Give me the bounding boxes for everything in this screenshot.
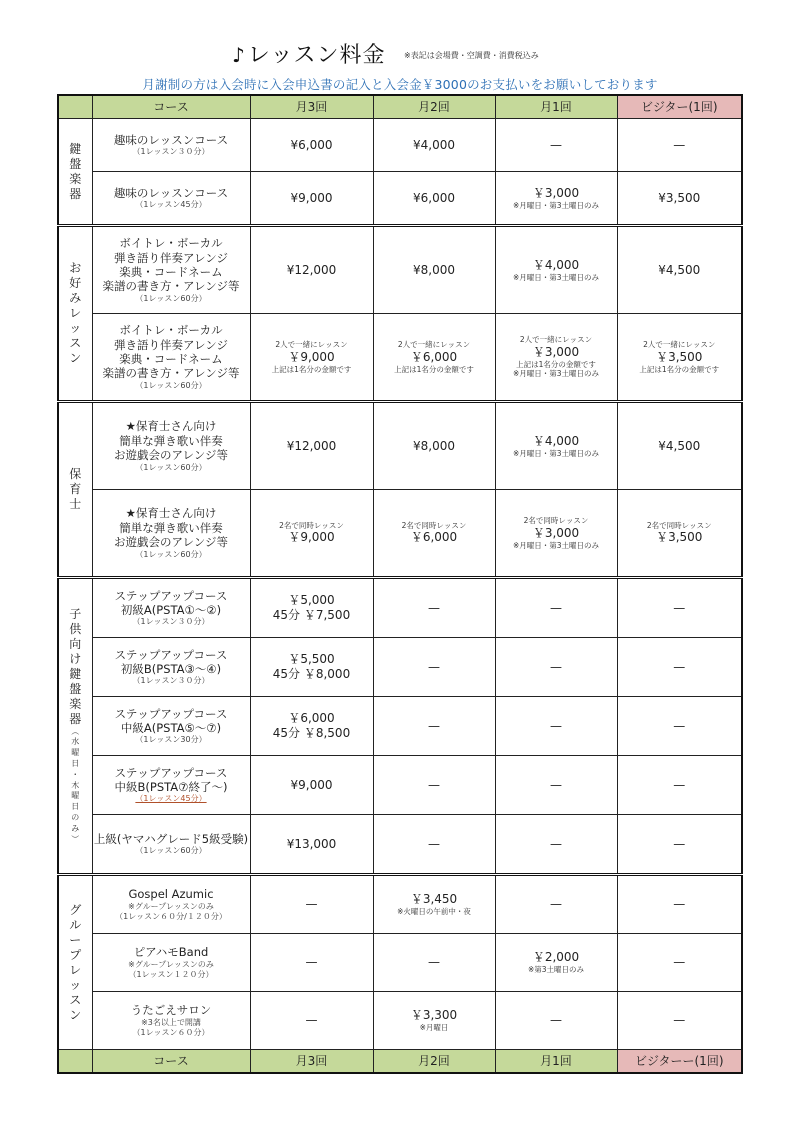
not-available-dash: — xyxy=(550,659,562,674)
footer-m2: 月2回 xyxy=(373,1050,495,1074)
course-duration: （1レッスン45分） xyxy=(135,794,207,804)
price-value: ￥6,000 xyxy=(288,711,335,725)
course-cell xyxy=(92,314,250,402)
table-row xyxy=(58,490,742,578)
price-value: ¥8,000 xyxy=(413,262,455,277)
course-duration: （1レッスン60分） xyxy=(135,380,207,390)
price-cell-m3 xyxy=(250,119,373,172)
price-cell-visitor xyxy=(617,697,742,756)
price-value: ￥6,000 xyxy=(410,530,458,545)
price-value: ￥5,500 xyxy=(288,652,335,666)
price-value: ¥8,000 xyxy=(413,438,455,453)
not-available-dash: — xyxy=(673,137,686,152)
category-char: ン xyxy=(69,351,82,365)
price-cell-m3 xyxy=(250,402,373,490)
course-name: 趣味のレッスンコース xyxy=(113,132,229,147)
price-value: ￥5,000 xyxy=(288,593,335,607)
price-cell-m1 xyxy=(495,756,617,815)
course-name-line: 初級B(PSTA③～④) xyxy=(120,662,222,676)
price-condition: 2人で一緒にレッスン xyxy=(519,335,593,345)
course-name-line: うたごえサロン xyxy=(130,1003,212,1018)
category-char: ー xyxy=(69,932,82,947)
category-char: レ xyxy=(69,962,82,977)
price-cell-m3 xyxy=(250,992,373,1050)
price-value: ￥3,300 xyxy=(410,1008,458,1023)
table-row xyxy=(58,875,742,934)
course-note: ※3名以上で開講 xyxy=(141,1017,201,1027)
price-cell-m2 xyxy=(373,402,495,490)
course-name-line: 中級A(PSTA⑤～⑦) xyxy=(120,721,222,735)
price-condition: 2人で一緒にレッスン xyxy=(643,340,716,350)
category-char: 子 xyxy=(69,606,82,621)
course-name-line: ステップアップコース xyxy=(114,706,228,721)
price-value: ￥3,000 xyxy=(532,344,580,359)
course-cell xyxy=(92,490,250,578)
price-cell-m2 xyxy=(373,226,495,314)
price-cell-m1 xyxy=(495,578,617,638)
price-note: ※月曜日・第3土曜日のみ xyxy=(512,369,600,379)
category-char: け xyxy=(69,651,82,666)
table-row xyxy=(58,172,742,226)
title-area xyxy=(0,38,800,68)
category-char: ン xyxy=(69,1007,82,1022)
price-note: 上記は1名分の金額です xyxy=(394,364,474,374)
course-name-line: 初級A(PSTA①～②) xyxy=(120,603,222,617)
not-available-dash: — xyxy=(673,659,686,674)
category-char: 育 xyxy=(69,482,82,496)
not-available-dash: — xyxy=(673,600,686,615)
course-name-line: 楽典・コードネーム xyxy=(119,265,223,279)
course-name-line: ステップアップコース xyxy=(114,588,228,603)
music-note-icon: ♪ xyxy=(232,43,246,67)
price-cell-m1 xyxy=(495,638,617,697)
category-char: 楽 xyxy=(69,696,82,711)
price-cell-m2 xyxy=(373,815,495,875)
course-name-line: ピアハモBand xyxy=(133,945,209,960)
course-name-line: お遊戯会のアレンジ等 xyxy=(114,448,228,463)
not-available-dash: — xyxy=(428,836,440,851)
table-row xyxy=(58,226,742,314)
course-note: ※グループレッスンのみ xyxy=(128,901,214,911)
price-note: ※月曜日 xyxy=(419,1023,449,1033)
price-cell-m2 xyxy=(373,490,495,578)
category-char: 向 xyxy=(69,636,82,651)
price-value: ￥4,000 xyxy=(532,433,580,448)
header-m3: 月3回 xyxy=(250,95,373,119)
header-m2: 月2回 xyxy=(373,95,495,119)
table-header-row xyxy=(58,95,742,119)
price-cell-m1 xyxy=(495,119,617,172)
price-table xyxy=(57,94,743,1074)
price-cell-m2 xyxy=(373,934,495,992)
footer-course: コース xyxy=(92,1050,250,1074)
course-duration: （1レッスン45分） xyxy=(135,200,207,210)
not-available-dash: — xyxy=(428,718,440,733)
table-row xyxy=(58,314,742,402)
course-name-line: Gospel Azumic xyxy=(128,887,214,902)
course-name-line: 楽譜の書き方・アレンジ等 xyxy=(102,279,240,294)
category-char: 保 xyxy=(69,467,82,481)
price-value: ￥4,000 xyxy=(532,257,580,272)
course-cell xyxy=(92,638,250,697)
category-note-char: 曜 xyxy=(71,748,80,758)
not-available-dash: — xyxy=(673,897,686,911)
course-duration: （1レッスン60分） xyxy=(135,293,207,303)
price-note: ※月曜日・第3土曜日のみ xyxy=(512,272,600,282)
course-cell xyxy=(92,697,250,756)
course-cell xyxy=(92,402,250,490)
not-available-dash: — xyxy=(428,659,440,674)
not-available-dash: — xyxy=(550,718,562,733)
course-cell xyxy=(92,119,250,172)
price-cell-m2 xyxy=(373,697,495,756)
price-cell-m3 xyxy=(250,815,373,875)
category-char: 器 xyxy=(69,186,82,201)
category-note-char: ︵ xyxy=(71,726,80,736)
price-cell-visitor xyxy=(617,314,742,402)
price-cell-m1 xyxy=(495,314,617,402)
course-duration: （1レッスン３０分） xyxy=(132,676,210,686)
price-cell-visitor xyxy=(617,756,742,815)
price-cell-m2 xyxy=(373,119,495,172)
price-value: ￥9,000 xyxy=(288,530,335,545)
price-cell-visitor xyxy=(617,992,742,1050)
price-note: 上記は1名分の金額です xyxy=(639,364,720,374)
category-char: ッ xyxy=(69,321,82,335)
price-value: ¥9,000 xyxy=(290,190,333,205)
price-note: ※火曜日の午前中・夜 xyxy=(397,907,471,917)
category-note-char: 曜 xyxy=(71,791,80,801)
price-cell-m2 xyxy=(373,314,495,402)
course-cell xyxy=(92,226,250,314)
price-cell-m2 xyxy=(373,756,495,815)
category-note-char: ・ xyxy=(71,769,80,779)
price-cell-m3 xyxy=(250,638,373,697)
table-row xyxy=(58,402,742,490)
enrollment-note: 月謝制の方は入会時に入会申込書の記入と入会金￥3000のお支払いをお願いしております xyxy=(142,77,658,92)
category-char: 士 xyxy=(69,497,82,511)
course-duration: （1レッスン３０分） xyxy=(132,617,210,627)
price-cell-m2 xyxy=(373,578,495,638)
price-value: ¥6,000 xyxy=(413,190,455,205)
not-available-dash: — xyxy=(673,777,686,792)
category-char: グ xyxy=(69,902,82,917)
price-condition: 2名で同時レッスン xyxy=(646,520,712,530)
price-cell-m1 xyxy=(495,226,617,314)
course-duration: （1レッスン60分） xyxy=(135,846,207,856)
category-note-char: 木 xyxy=(71,780,80,790)
header-category xyxy=(58,95,92,119)
course-name-line: ステップアップコース xyxy=(114,647,228,662)
price-cell-m3 xyxy=(250,578,373,638)
category-char: ス xyxy=(69,992,82,1007)
category-note-char: ︶ xyxy=(71,834,80,844)
category-char: 好 xyxy=(69,276,82,290)
footer-category xyxy=(58,1050,92,1074)
price-cell-m3 xyxy=(250,314,373,402)
course-name-line: ★保育士さん向け xyxy=(125,419,217,434)
price-value-45min: 45分 ￥8,000 xyxy=(272,667,351,681)
table-row xyxy=(58,119,742,172)
price-cell-m3 xyxy=(250,172,373,226)
table-row xyxy=(58,992,742,1050)
price-cell-visitor xyxy=(617,578,742,638)
category-char: 鍵 xyxy=(69,666,82,681)
course-name: 趣味のレッスンコース xyxy=(113,185,229,200)
course-cell xyxy=(92,934,250,992)
price-value: ￥3,000 xyxy=(532,525,580,540)
category-char: ッ xyxy=(69,977,82,992)
table-row xyxy=(58,815,742,875)
price-cell-visitor xyxy=(617,638,742,697)
not-available-dash: — xyxy=(673,836,686,851)
footer-m3: 月3回 xyxy=(250,1050,373,1074)
price-cell-m2 xyxy=(373,992,495,1050)
not-available-dash: — xyxy=(550,836,562,851)
price-value: ¥9,000 xyxy=(290,777,333,792)
price-condition: 2名で同時レッスン xyxy=(523,516,589,526)
price-cell-visitor xyxy=(617,934,742,992)
price-value: ¥4,500 xyxy=(658,262,701,277)
price-cell-m3 xyxy=(250,697,373,756)
price-value: ¥4,500 xyxy=(658,438,701,453)
not-available-dash: — xyxy=(428,600,440,615)
table-row xyxy=(58,756,742,815)
table-row xyxy=(58,578,742,638)
category-cell-nursery-teacher xyxy=(58,402,92,578)
price-cell-m1 xyxy=(495,490,617,578)
category-cell-favorite-lesson xyxy=(58,226,92,402)
price-note: ※月曜日・第3土曜日のみ xyxy=(512,448,600,458)
course-duration: （1レッスン６０分/１２０分） xyxy=(115,911,227,921)
course-name-line: ボイトレ・ボーカル xyxy=(119,236,223,251)
category-note-char: の xyxy=(71,812,80,822)
price-condition: 2人で一緒にレッスン xyxy=(275,340,348,350)
category-char: ル xyxy=(69,917,82,932)
price-value: ￥3,000 xyxy=(532,185,580,200)
category-char: レ xyxy=(69,306,82,320)
price-value: ¥12,000 xyxy=(286,262,337,277)
category-cell-keyboard xyxy=(58,119,92,226)
category-char: ス xyxy=(69,336,82,350)
price-cell-m1 xyxy=(495,697,617,756)
table-row xyxy=(58,638,742,697)
price-value: ¥13,000 xyxy=(286,836,337,851)
course-name-line: 楽典・コードネーム xyxy=(119,352,223,366)
price-cell-m3 xyxy=(250,875,373,934)
page-title-text: レッスン料金 xyxy=(247,43,386,68)
price-condition: 2名で同時レッスン xyxy=(401,520,467,530)
course-cell xyxy=(92,815,250,875)
price-cell-m1 xyxy=(495,815,617,875)
price-cell-visitor xyxy=(617,875,742,934)
price-value: ¥4,000 xyxy=(413,137,455,152)
price-cell-m3 xyxy=(250,490,373,578)
price-value: ￥6,000 xyxy=(410,349,458,364)
course-name-line: ステップアップコース xyxy=(114,765,228,780)
price-note: ※月曜日・第3土曜日のみ xyxy=(512,540,600,550)
price-cell-m1 xyxy=(495,402,617,490)
price-value-45min: 45分 ￥8,500 xyxy=(272,726,351,740)
not-available-dash: — xyxy=(673,1013,686,1027)
course-name-line: 弾き語り伴奏アレンジ xyxy=(114,250,228,265)
course-name-line: 中級B(PSTA⑦終了～) xyxy=(114,780,228,794)
table-footer-row xyxy=(58,1050,742,1074)
category-note-char: み xyxy=(71,823,80,833)
course-cell xyxy=(92,992,250,1050)
not-available-dash: — xyxy=(550,600,562,615)
not-available-dash: — xyxy=(305,1013,318,1027)
price-cell-visitor xyxy=(617,815,742,875)
table-row xyxy=(58,697,742,756)
category-cell-kids-keyboard xyxy=(58,578,92,875)
price-note: ※第3土曜日のみ xyxy=(527,965,585,975)
course-cell xyxy=(92,578,250,638)
category-char: 器 xyxy=(69,711,82,726)
course-cell xyxy=(92,875,250,934)
tax-note: ※表記は会場費・空調費・消費税込み xyxy=(404,51,539,60)
category-note-char: 日 xyxy=(71,802,80,812)
price-cell-m1 xyxy=(495,934,617,992)
price-note: ※月曜日・第3土曜日のみ xyxy=(512,200,600,210)
price-value: ￥9,000 xyxy=(288,349,335,364)
course-duration: （1レッスン６０分） xyxy=(132,1027,210,1037)
price-value: ￥2,000 xyxy=(532,950,580,965)
not-available-dash: — xyxy=(305,955,318,969)
price-cell-m2 xyxy=(373,875,495,934)
price-condition: 2名で同時レッスン xyxy=(279,520,344,530)
course-name-line: 簡単な弾き歌い伴奏 xyxy=(119,433,223,448)
course-duration: （1レッスン60分） xyxy=(135,549,207,559)
price-value: ¥6,000 xyxy=(290,137,333,152)
footer-visitor: ビジターー(1回) xyxy=(617,1050,742,1074)
course-cell xyxy=(92,172,250,226)
price-cell-m3 xyxy=(250,934,373,992)
price-cell-m2 xyxy=(373,638,495,697)
category-cell-group-lesson xyxy=(58,875,92,1050)
price-value: ￥3,450 xyxy=(410,892,458,907)
not-available-dash: — xyxy=(550,137,562,152)
course-duration: （1レッスン60分） xyxy=(135,462,207,472)
header-course: コース xyxy=(92,95,250,119)
price-value: ¥3,500 xyxy=(658,190,701,205)
price-value-45min: 45分 ￥7,500 xyxy=(272,608,351,622)
not-available-dash: — xyxy=(428,955,440,969)
price-cell-m3 xyxy=(250,226,373,314)
price-condition: 2人で一緒にレッスン xyxy=(397,340,471,350)
course-name-line: お遊戯会のアレンジ等 xyxy=(114,535,228,550)
price-value: ¥12,000 xyxy=(286,438,337,453)
price-cell-m3 xyxy=(250,756,373,815)
price-value: ￥3,500 xyxy=(656,349,703,364)
course-name-line: ★保育士さん向け xyxy=(125,506,217,521)
not-available-dash: — xyxy=(550,1013,562,1027)
category-char: プ xyxy=(69,947,82,962)
price-cell-visitor xyxy=(617,226,742,314)
not-available-dash: — xyxy=(550,897,562,911)
price-cell-m1 xyxy=(495,875,617,934)
course-cell xyxy=(92,756,250,815)
course-duration: （1レッスン30分） xyxy=(135,735,207,745)
course-note: ※グループレッスンのみ xyxy=(128,959,214,969)
price-cell-visitor xyxy=(617,402,742,490)
table-row xyxy=(58,934,742,992)
price-cell-m2 xyxy=(373,172,495,226)
course-name-line: 上級(ヤマハグレード5級受験) xyxy=(93,831,249,846)
price-cell-m1 xyxy=(495,992,617,1050)
header-visitor: ビジター(1回) xyxy=(617,95,742,119)
not-available-dash: — xyxy=(305,897,318,911)
not-available-dash: — xyxy=(673,718,686,733)
price-note: 上記は1名分の金額です xyxy=(271,364,352,374)
price-cell-m1 xyxy=(495,172,617,226)
price-cell-visitor xyxy=(617,490,742,578)
category-char: 供 xyxy=(69,621,82,636)
not-available-dash: — xyxy=(550,777,562,792)
course-duration: （1レッスン１２０分） xyxy=(128,969,214,979)
category-char: お xyxy=(69,261,82,275)
course-name-line: 弾き語り伴奏アレンジ xyxy=(114,337,228,352)
category-note-char: 水 xyxy=(71,737,80,747)
course-name-line: 楽譜の書き方・アレンジ等 xyxy=(102,366,240,381)
price-note: 上記は1名分の金額です xyxy=(516,359,596,369)
not-available-dash: — xyxy=(428,777,440,792)
category-char: 鍵 xyxy=(69,141,82,156)
category-char: 盤 xyxy=(69,156,82,171)
price-cell-visitor xyxy=(617,119,742,172)
category-char: 楽 xyxy=(69,171,82,186)
category-char: み xyxy=(69,291,82,305)
category-note-char: 日 xyxy=(71,759,80,768)
footer-m1: 月1回 xyxy=(495,1050,617,1074)
course-name-line: 簡単な弾き歌い伴奏 xyxy=(119,520,223,535)
price-cell-visitor xyxy=(617,172,742,226)
price-value: ￥3,500 xyxy=(656,530,703,545)
course-name-line: ボイトレ・ボーカル xyxy=(119,323,223,338)
page-title xyxy=(232,38,386,69)
category-char: 盤 xyxy=(69,681,82,696)
header-m1: 月1回 xyxy=(495,95,617,119)
not-available-dash: — xyxy=(673,955,686,969)
course-duration: （1レッスン３０分） xyxy=(132,147,210,157)
